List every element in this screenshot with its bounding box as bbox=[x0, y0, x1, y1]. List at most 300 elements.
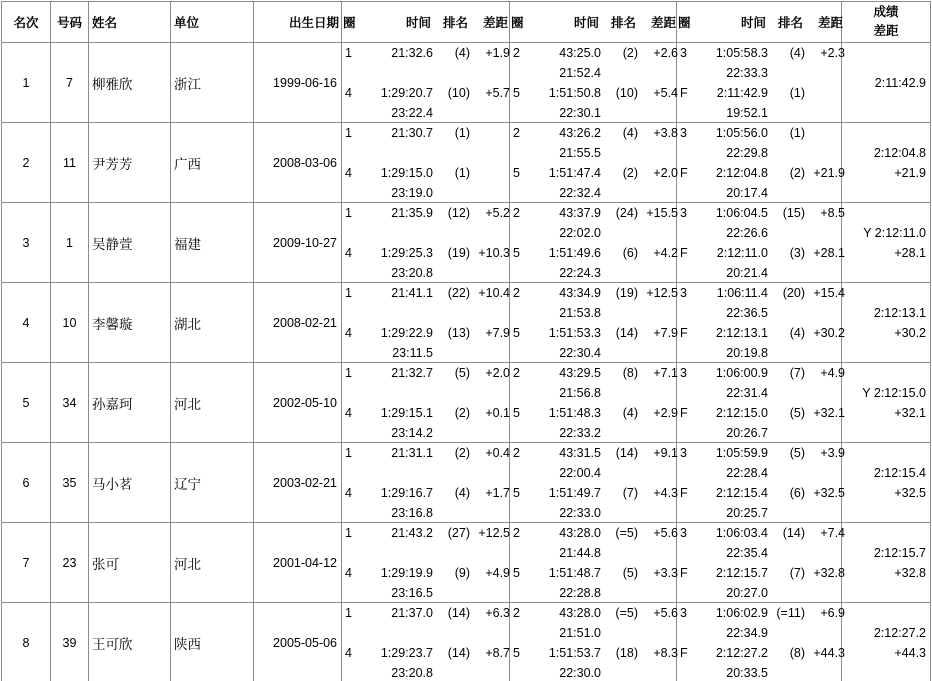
name-cell: 张可 bbox=[89, 523, 171, 603]
lap-diff: +2.0 bbox=[653, 166, 678, 180]
lap-split: 23:20.8 bbox=[391, 666, 433, 680]
lap-rank: (24) bbox=[615, 206, 638, 220]
lap-row-bottom bbox=[342, 323, 510, 343]
lap-split: 20:26.7 bbox=[726, 426, 768, 440]
segment-1-cell bbox=[342, 203, 510, 283]
lap-diff: +2.3 bbox=[820, 46, 845, 60]
lap-time: 2:12:11.0 bbox=[716, 246, 768, 260]
lap-diff: +1.9 bbox=[485, 46, 510, 60]
lap-number: 2 bbox=[513, 606, 520, 620]
lap-number: 4 bbox=[345, 406, 352, 420]
lap-split-top bbox=[342, 463, 510, 483]
header-place: 排名 bbox=[610, 16, 636, 30]
header-lap: 圈 bbox=[678, 16, 691, 30]
lap-row-top bbox=[510, 523, 678, 543]
header-dob: 出生日期 bbox=[254, 2, 342, 43]
lap-number: 2 bbox=[513, 366, 520, 380]
lap-row-top bbox=[510, 283, 678, 303]
lap-time: 1:29:16.7 bbox=[380, 486, 433, 500]
lap-rank: (4) bbox=[789, 46, 805, 60]
lap-row-bottom bbox=[510, 243, 678, 263]
lap-rank: (4) bbox=[789, 326, 805, 340]
lap-rank: (19) bbox=[447, 246, 470, 260]
lap-split: 22:33.3 bbox=[726, 66, 768, 80]
table-row bbox=[2, 603, 931, 681]
header-diff: 差距 bbox=[817, 16, 843, 30]
lap-diff: +0.1 bbox=[485, 406, 510, 420]
lap-split-top bbox=[342, 63, 510, 83]
header-lap: 圈 bbox=[511, 16, 524, 30]
lap-time: 1:06:03.4 bbox=[715, 526, 768, 540]
segment-2-cell bbox=[510, 363, 677, 443]
lap-diff: +21.9 bbox=[813, 166, 845, 180]
unit-cell: 湖北 bbox=[171, 283, 254, 363]
result-cell bbox=[842, 43, 931, 123]
lap-number: 1 bbox=[345, 606, 352, 620]
lap-rank: (5) bbox=[789, 406, 805, 420]
header-result-line2: 差距 bbox=[873, 24, 899, 38]
lap-number: 1 bbox=[345, 206, 352, 220]
segment-3-cell bbox=[677, 203, 845, 283]
unit-cell: 广西 bbox=[171, 123, 254, 203]
lap-split: 23:14.2 bbox=[391, 426, 433, 440]
header-segment-2 bbox=[510, 2, 677, 43]
rank-cell: 6 bbox=[2, 443, 51, 523]
lap-number: 1 bbox=[345, 446, 352, 460]
dob-cell: 2009-10-27 bbox=[254, 203, 342, 283]
lap-time: 1:05:56.0 bbox=[715, 126, 768, 140]
header-bib: 号码 bbox=[51, 2, 89, 43]
lap-number: 5 bbox=[513, 406, 520, 420]
lap-number: 3 bbox=[680, 446, 687, 460]
lap-split: 22:30.4 bbox=[559, 346, 601, 360]
lap-rank: (14) bbox=[615, 326, 638, 340]
lap-split: 23:20.8 bbox=[391, 266, 433, 280]
rank-cell: 1 bbox=[2, 43, 51, 123]
lap-rank: (7) bbox=[789, 366, 805, 380]
result-cell bbox=[842, 603, 931, 681]
lap-time: 1:06:02.9 bbox=[715, 606, 768, 620]
lap-rank: (4) bbox=[622, 126, 638, 140]
segment-1-cell bbox=[342, 43, 510, 123]
lap-row-bottom bbox=[677, 643, 845, 663]
lap-time: 21:30.7 bbox=[391, 126, 433, 140]
lap-split-bottom bbox=[342, 183, 510, 203]
lap-row-top bbox=[510, 363, 678, 383]
lap-row-bottom bbox=[677, 323, 845, 343]
lap-split-bottom bbox=[677, 503, 845, 523]
lap-split: 23:19.0 bbox=[391, 186, 433, 200]
lap-number: 3 bbox=[680, 126, 687, 140]
header-row bbox=[2, 2, 931, 43]
segment-2-cell bbox=[510, 203, 677, 283]
lap-rank: (14) bbox=[782, 526, 805, 540]
lap-diff: +12.5 bbox=[646, 286, 678, 300]
lap-split-bottom bbox=[677, 183, 845, 203]
name-cell: 李馨璇 bbox=[89, 283, 171, 363]
lap-number: 3 bbox=[680, 286, 687, 300]
header-lap: 圈 bbox=[343, 16, 356, 30]
lap-row-bottom bbox=[510, 643, 678, 663]
lap-split-top bbox=[510, 623, 678, 643]
lap-rank: (1) bbox=[454, 166, 470, 180]
lap-time: 21:31.1 bbox=[391, 446, 433, 460]
lap-number: 2 bbox=[513, 446, 520, 460]
lap-time: 21:32.6 bbox=[391, 46, 433, 60]
rank-cell: 3 bbox=[2, 203, 51, 283]
lap-split: 20:19.8 bbox=[726, 346, 768, 360]
lap-split-bottom bbox=[510, 103, 678, 123]
lap-time: 1:29:25.3 bbox=[380, 246, 433, 260]
lap-time: 43:37.9 bbox=[559, 206, 601, 220]
lap-split-top bbox=[677, 303, 845, 323]
lap-row-top bbox=[677, 123, 845, 143]
lap-split: 22:33.0 bbox=[559, 506, 601, 520]
lap-time: 1:51:48.7 bbox=[548, 566, 601, 580]
lap-number: 2 bbox=[513, 286, 520, 300]
header-time: 时间 bbox=[740, 16, 766, 30]
segment-1-cell bbox=[342, 443, 510, 523]
lap-row-top bbox=[510, 603, 678, 623]
lap-diff: +15.4 bbox=[813, 286, 845, 300]
rank-cell: 5 bbox=[2, 363, 51, 443]
lap-time: 43:25.0 bbox=[559, 46, 601, 60]
header-result-line1: 成绩 bbox=[873, 5, 899, 19]
lap-diff: +3.9 bbox=[820, 446, 845, 460]
lap-rank: (14) bbox=[615, 446, 638, 460]
lap-diff: +10.4 bbox=[478, 286, 510, 300]
lap-split-top bbox=[677, 143, 845, 163]
dob-cell: 2003-02-21 bbox=[254, 443, 342, 523]
result-time: 2:12:27.2 bbox=[873, 625, 926, 640]
lap-row-top bbox=[510, 123, 678, 143]
lap-number: 4 bbox=[345, 326, 352, 340]
lap-split: 22:30.1 bbox=[559, 106, 601, 120]
lap-row-bottom bbox=[677, 483, 845, 503]
lap-split-bottom bbox=[677, 423, 845, 443]
unit-cell: 河北 bbox=[171, 523, 254, 603]
header-time: 时间 bbox=[405, 16, 431, 30]
header-place: 排名 bbox=[777, 16, 803, 30]
lap-diff: +2.9 bbox=[653, 406, 678, 420]
result-cell bbox=[842, 283, 931, 363]
lap-diff: +8.5 bbox=[820, 206, 845, 220]
lap-time: 21:32.7 bbox=[391, 366, 433, 380]
segment-3-cell bbox=[677, 283, 845, 363]
result-gap: +32.5 bbox=[894, 485, 926, 500]
lap-row-bottom bbox=[342, 243, 510, 263]
result-time: 2:12:15.7 bbox=[873, 545, 926, 560]
name-cell: 吴静萱 bbox=[89, 203, 171, 283]
segment-1-cell bbox=[342, 523, 510, 603]
lap-time: 43:34.9 bbox=[559, 286, 601, 300]
bib-cell: 35 bbox=[51, 443, 89, 523]
lap-row-top bbox=[677, 283, 845, 303]
header-time: 时间 bbox=[573, 16, 599, 30]
rank-cell: 8 bbox=[2, 603, 51, 681]
header-place: 排名 bbox=[442, 16, 468, 30]
lap-rank: (=5) bbox=[615, 526, 638, 540]
lap-time: 43:26.2 bbox=[559, 126, 601, 140]
lap-rank: (2) bbox=[454, 406, 470, 420]
lap-diff: +32.1 bbox=[813, 406, 845, 420]
lap-diff: +3.3 bbox=[653, 566, 678, 580]
lap-time: 21:35.9 bbox=[391, 206, 433, 220]
lap-diff: +5.7 bbox=[485, 86, 510, 100]
lap-time: 1:51:49.7 bbox=[548, 486, 601, 500]
lap-time: 2:12:04.8 bbox=[715, 166, 768, 180]
bib-cell: 34 bbox=[51, 363, 89, 443]
bib-cell: 23 bbox=[51, 523, 89, 603]
lap-rank: (9) bbox=[454, 566, 470, 580]
table-header bbox=[2, 2, 931, 43]
lap-time: 2:12:15.4 bbox=[715, 486, 768, 500]
lap-split-bottom bbox=[342, 263, 510, 283]
lap-row-bottom bbox=[677, 403, 845, 423]
lap-rank: (2) bbox=[454, 446, 470, 460]
result-time: Y 2:12:15.0 bbox=[862, 385, 926, 400]
lap-split: 23:16.8 bbox=[391, 506, 433, 520]
unit-cell: 福建 bbox=[171, 203, 254, 283]
lap-rank: (=5) bbox=[615, 606, 638, 620]
lap-number: 5 bbox=[513, 246, 520, 260]
header-segment-1 bbox=[342, 2, 510, 43]
result-time: 2:11:42.9 bbox=[874, 75, 926, 90]
lap-rank: (2) bbox=[622, 166, 638, 180]
lap-row-top bbox=[510, 43, 678, 63]
lap-diff: +4.9 bbox=[820, 366, 845, 380]
lap-split: 20:33.5 bbox=[726, 666, 768, 680]
lap-diff: +28.1 bbox=[813, 246, 845, 260]
lap-split: 21:44.8 bbox=[559, 546, 601, 560]
lap-number: 3 bbox=[680, 526, 687, 540]
lap-split-top bbox=[342, 303, 510, 323]
header-rank: 名次 bbox=[2, 2, 51, 43]
lap-split: 19:52.1 bbox=[726, 106, 768, 120]
name-cell: 马小茗 bbox=[89, 443, 171, 523]
lap-rank: (10) bbox=[447, 86, 470, 100]
dob-cell: 2008-03-06 bbox=[254, 123, 342, 203]
bib-cell: 10 bbox=[51, 283, 89, 363]
lap-split: 22:31.4 bbox=[726, 386, 768, 400]
lap-number: 1 bbox=[345, 366, 352, 380]
lap-split-bottom bbox=[677, 663, 845, 681]
table-row bbox=[2, 443, 931, 523]
lap-row-bottom bbox=[510, 163, 678, 183]
lap-number: 5 bbox=[513, 166, 520, 180]
lap-split-top bbox=[677, 63, 845, 83]
segment-3-cell bbox=[677, 523, 845, 603]
lap-diff: +44.3 bbox=[813, 646, 845, 660]
lap-row-bottom bbox=[677, 163, 845, 183]
lap-rank: (1) bbox=[454, 126, 470, 140]
lap-number: F bbox=[680, 326, 688, 340]
lap-row-top bbox=[677, 203, 845, 223]
lap-number: 1 bbox=[345, 46, 352, 60]
lap-time: 1:51:48.3 bbox=[548, 406, 601, 420]
lap-diff: +1.7 bbox=[485, 486, 510, 500]
lap-number: 5 bbox=[513, 86, 520, 100]
table-body bbox=[2, 43, 931, 681]
segment-2-cell bbox=[510, 43, 677, 123]
name-cell: 孙嘉珂 bbox=[89, 363, 171, 443]
lap-split: 22:35.4 bbox=[726, 546, 768, 560]
lap-split-top bbox=[510, 223, 678, 243]
lap-split-top bbox=[510, 303, 678, 323]
header-diff: 差距 bbox=[650, 16, 676, 30]
lap-row-bottom bbox=[677, 243, 845, 263]
lap-split: 21:51.0 bbox=[559, 626, 601, 640]
lap-row-bottom bbox=[342, 483, 510, 503]
unit-cell: 河北 bbox=[171, 363, 254, 443]
lap-split-top bbox=[510, 63, 678, 83]
dob-cell: 1999-06-16 bbox=[254, 43, 342, 123]
segment-3-cell bbox=[677, 363, 845, 443]
lap-rank: (15) bbox=[782, 206, 805, 220]
result-cell bbox=[842, 523, 931, 603]
lap-split-top bbox=[677, 463, 845, 483]
lap-row-bottom bbox=[677, 83, 845, 103]
segment-3-cell bbox=[677, 43, 845, 123]
lap-time: 1:06:00.9 bbox=[715, 366, 768, 380]
lap-split-top bbox=[510, 543, 678, 563]
lap-number: 4 bbox=[345, 646, 352, 660]
result-gap: +21.9 bbox=[894, 165, 926, 180]
lap-rank: (3) bbox=[789, 246, 805, 260]
lap-rank: (8) bbox=[789, 646, 805, 660]
lap-number: 5 bbox=[513, 646, 520, 660]
lap-row-top bbox=[677, 603, 845, 623]
lap-number: 4 bbox=[345, 86, 352, 100]
lap-number: 2 bbox=[513, 46, 520, 60]
lap-diff: +10.3 bbox=[478, 246, 510, 260]
lap-diff: +2.6 bbox=[653, 46, 678, 60]
lap-time: 1:29:19.9 bbox=[380, 566, 433, 580]
lap-number: 4 bbox=[345, 486, 352, 500]
lap-split-top bbox=[677, 223, 845, 243]
lap-time: 2:12:15.7 bbox=[715, 566, 768, 580]
lap-row-top bbox=[677, 443, 845, 463]
lap-split-bottom bbox=[677, 103, 845, 123]
segment-1-cell bbox=[342, 283, 510, 363]
lap-split: 22:24.3 bbox=[559, 266, 601, 280]
lap-row-top bbox=[342, 523, 510, 543]
lap-split-top bbox=[510, 463, 678, 483]
bib-cell: 39 bbox=[51, 603, 89, 681]
lap-row-top bbox=[342, 363, 510, 383]
lap-time: 1:51:49.6 bbox=[548, 246, 601, 260]
lap-row-bottom bbox=[510, 83, 678, 103]
lap-rank: (12) bbox=[447, 206, 470, 220]
lap-number: 5 bbox=[513, 486, 520, 500]
lap-split-top bbox=[342, 543, 510, 563]
lap-diff: +7.9 bbox=[485, 326, 510, 340]
lap-row-bottom bbox=[510, 323, 678, 343]
lap-split: 21:52.4 bbox=[559, 66, 601, 80]
lap-number: F bbox=[680, 406, 688, 420]
lap-split-bottom bbox=[510, 583, 678, 603]
header-segment-3 bbox=[677, 2, 842, 43]
lap-number: 2 bbox=[513, 206, 520, 220]
bib-cell: 1 bbox=[51, 203, 89, 283]
lap-split: 22:00.4 bbox=[559, 466, 601, 480]
lap-time: 1:29:15.1 bbox=[380, 406, 433, 420]
lap-diff: +4.3 bbox=[653, 486, 678, 500]
lap-split: 22:34.9 bbox=[726, 626, 768, 640]
result-cell bbox=[842, 203, 931, 283]
lap-rank: (7) bbox=[789, 566, 805, 580]
result-gap: +32.8 bbox=[894, 565, 926, 580]
result-time: 2:12:04.8 bbox=[873, 145, 926, 160]
segment-2-cell bbox=[510, 523, 677, 603]
lap-number: 1 bbox=[345, 526, 352, 540]
dob-cell: 2002-05-10 bbox=[254, 363, 342, 443]
lap-time: 2:12:13.1 bbox=[715, 326, 768, 340]
lap-split: 22:29.8 bbox=[726, 146, 768, 160]
rank-cell: 2 bbox=[2, 123, 51, 203]
lap-time: 1:29:15.0 bbox=[380, 166, 433, 180]
lap-diff: +3.8 bbox=[653, 126, 678, 140]
table-row bbox=[2, 283, 931, 363]
lap-time: 1:29:22.9 bbox=[380, 326, 433, 340]
lap-number: F bbox=[680, 486, 688, 500]
lap-time: 1:05:59.9 bbox=[715, 446, 768, 460]
result-time: Y 2:12:11.0 bbox=[863, 225, 926, 240]
lap-split: 22:30.0 bbox=[559, 666, 601, 680]
lap-time: 1:06:04.5 bbox=[715, 206, 768, 220]
lap-rank: (22) bbox=[447, 286, 470, 300]
lap-time: 2:12:15.0 bbox=[715, 406, 768, 420]
lap-split: 21:56.8 bbox=[559, 386, 601, 400]
lap-diff: +4.2 bbox=[653, 246, 678, 260]
lap-row-bottom bbox=[677, 563, 845, 583]
lap-row-top bbox=[342, 203, 510, 223]
table-row bbox=[2, 43, 931, 123]
lap-diff: +7.9 bbox=[653, 326, 678, 340]
segment-2-cell bbox=[510, 443, 677, 523]
lap-number: F bbox=[680, 166, 688, 180]
lap-split-bottom bbox=[510, 263, 678, 283]
lap-split: 22:28.4 bbox=[726, 466, 768, 480]
lap-split: 20:21.4 bbox=[726, 266, 768, 280]
lap-rank: (6) bbox=[789, 486, 805, 500]
lap-row-top bbox=[342, 283, 510, 303]
segment-1-cell bbox=[342, 123, 510, 203]
lap-time: 1:29:23.7 bbox=[380, 646, 433, 660]
lap-rank: (14) bbox=[447, 606, 470, 620]
lap-split-bottom bbox=[342, 423, 510, 443]
lap-number: 1 bbox=[345, 286, 352, 300]
result-gap: +44.3 bbox=[894, 645, 926, 660]
segment-3-cell bbox=[677, 123, 845, 203]
lap-diff: +6.3 bbox=[485, 606, 510, 620]
lap-split: 21:55.5 bbox=[559, 146, 601, 160]
unit-cell: 辽宁 bbox=[171, 443, 254, 523]
lap-row-top bbox=[342, 43, 510, 63]
lap-number: F bbox=[680, 86, 688, 100]
lap-split-top bbox=[342, 383, 510, 403]
lap-split-top bbox=[342, 223, 510, 243]
lap-split-top bbox=[677, 383, 845, 403]
lap-split-bottom bbox=[677, 263, 845, 283]
lap-time: 21:43.2 bbox=[391, 526, 433, 540]
lap-rank: (2) bbox=[789, 166, 805, 180]
lap-row-bottom bbox=[342, 83, 510, 103]
lap-split-bottom bbox=[342, 503, 510, 523]
segment-2-cell bbox=[510, 603, 677, 681]
lap-row-bottom bbox=[342, 563, 510, 583]
lap-time: 43:29.5 bbox=[559, 366, 601, 380]
